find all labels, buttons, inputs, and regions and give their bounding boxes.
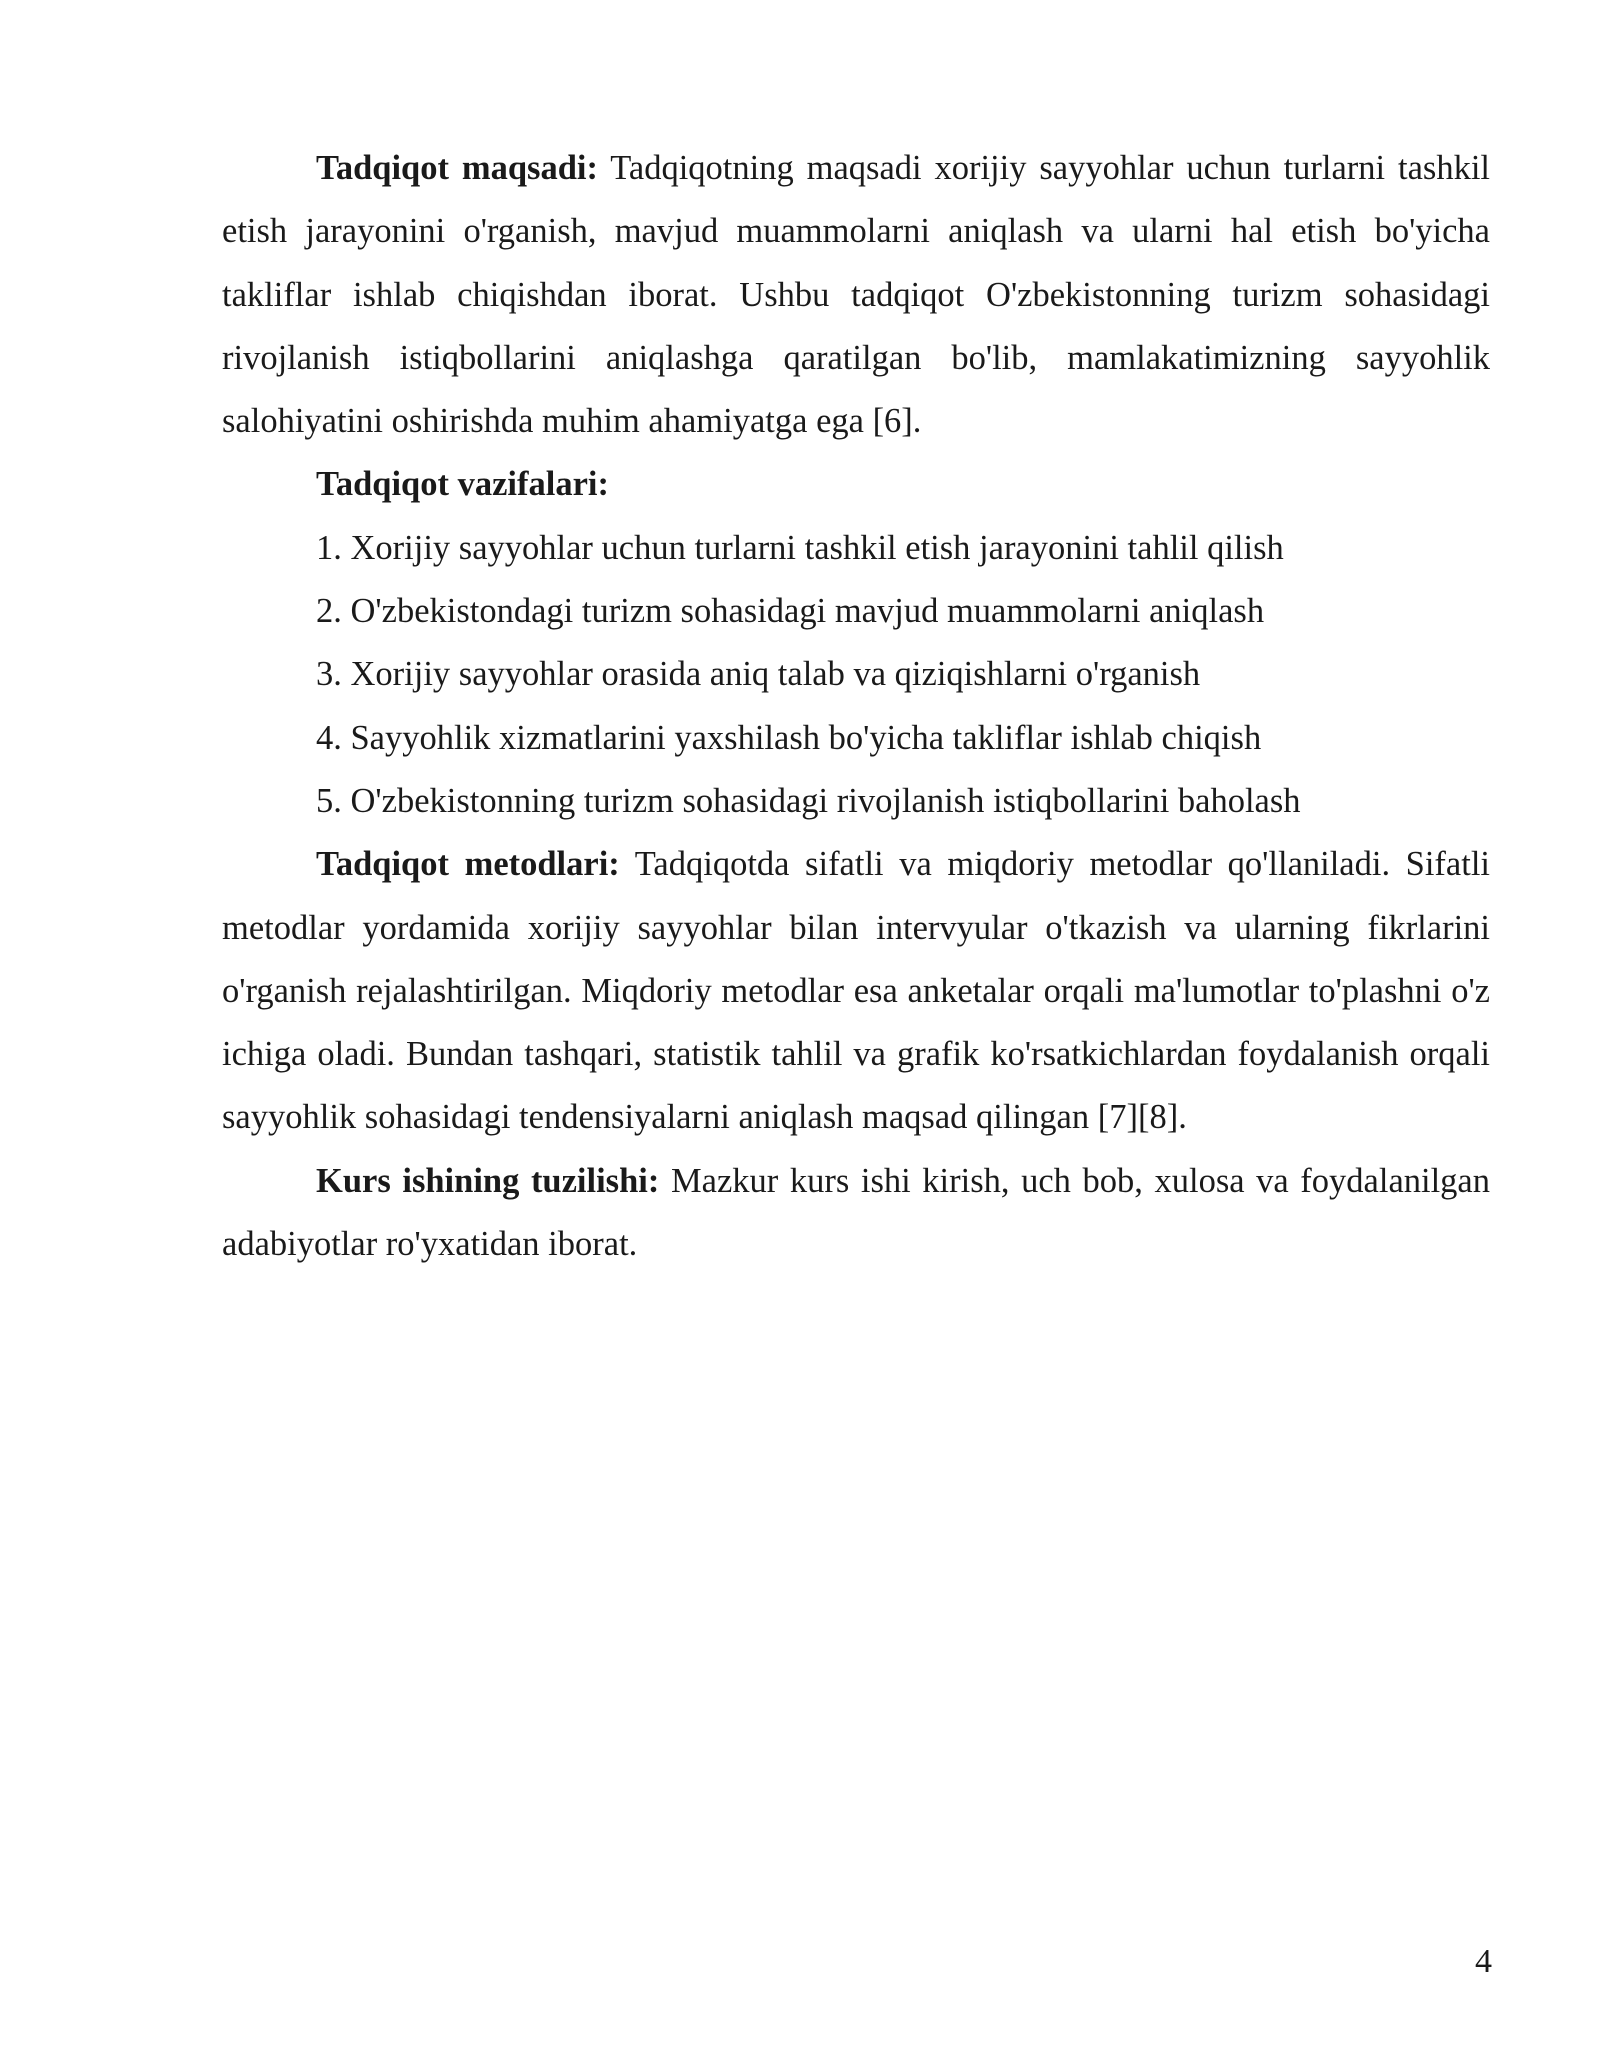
- course-structure-paragraph: [222, 1150, 1490, 1277]
- research-tasks-list: [222, 517, 1490, 833]
- research-goal-paragraph: [222, 137, 1490, 453]
- page-body: [222, 137, 1490, 1276]
- list-item: 4. Sayyohlik xizmatlarini yaxshilash bo'yicha takliflar ishlab chiqish: [316, 718, 1262, 757]
- list-item: 3. Xorijiy sayyohlar orasida aniq talab va qiziqishlarni o'rganish: [316, 655, 1201, 694]
- research-methods-paragraph: [222, 833, 1490, 1149]
- page-number: 4: [1475, 1943, 1492, 1980]
- research-tasks-heading: Tadqiqot vazifalari:: [316, 465, 609, 504]
- research-tasks-heading-line: [222, 453, 1490, 516]
- list-item: 2. O'zbekistondagi turizm sohasidagi mavjud muammolarni aniqlash: [316, 592, 1265, 631]
- research-goal-heading: Tadqiqot maqsadi:: [316, 149, 598, 187]
- research-methods-heading: Tadqiqot metodlari:: [316, 845, 620, 884]
- course-structure-heading: Kurs ishining tuzilishi:: [316, 1161, 660, 1200]
- course-structure-text: Mazkur kurs ishi kirish, uch bob, xulosa va foydalanilgan adabiyotlar ro'yxatidan iborat.: [222, 1161, 1490, 1264]
- research-goal-text: Tadqiqotning maqsadi xorijiy sayyohlar uchun turlarni tashkil etish jarayonini o'rganish, mavjud muammolarni aniqlash va ularni hal etish bo'yicha takliflar ishlab chiqishdan iborat. Ushbu tadqiqot O'zbekistonning turizm sohasidagi rivojlanish istiqbollarini aniqlashga qaratilgan bo'lib, mamlakatimizning sayyohlik salohiyatini oshirishda muhim ahamiyatga ega [6].: [222, 149, 1490, 441]
- list-item: 1. Xorijiy sayyohlar uchun turlarni tashkil etish jarayonini tahlil qilish: [316, 528, 1284, 567]
- list-item: 5. O'zbekistonning turizm sohasidagi rivojlanish istiqbollarini baholash: [316, 781, 1301, 820]
- research-methods-text: Tadqiqotda sifatli va miqdoriy metodlar qo'llaniladi. Sifatli metodlar yordamida xorijiy sayyohlar bilan intervyular o'tkazish va ularning fikrlarini o'rganish rejalashtirilgan. Miqdoriy metodlar esa anketalar orqali ma'lumotlar to'plashni o'z ichiga oladi. Bundan tashqari, statistik tahlil va grafik ko'rsatkichlardan foydalanish orqali sayyohlik sohasidagi tendensiyalarni aniqlash maqsad qilingan [7][8].: [222, 845, 1490, 1137]
